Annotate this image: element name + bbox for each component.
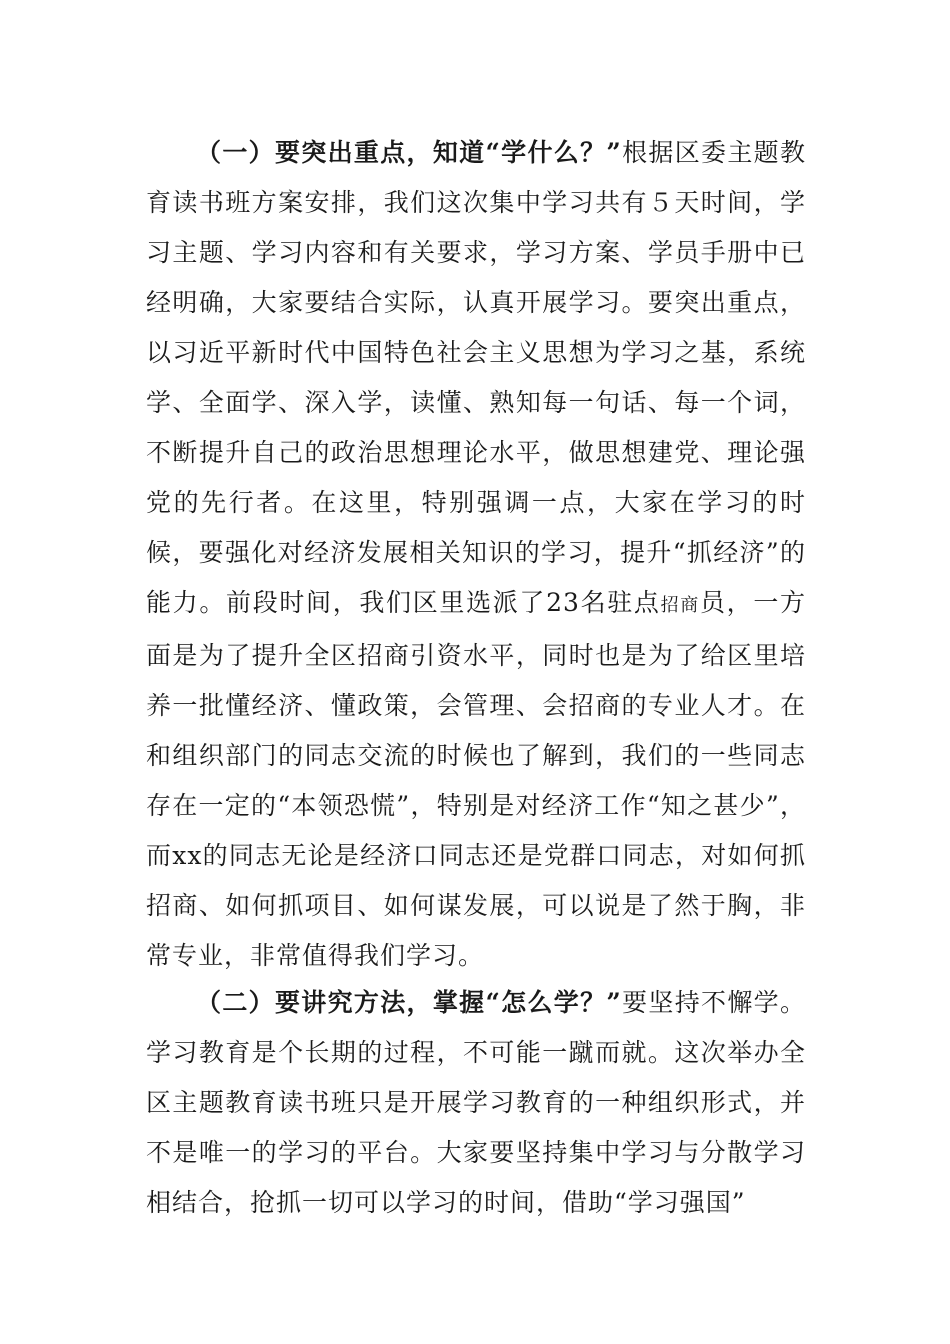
section-two-heading: （二）要讲究方法，掌握“怎么学？” [196, 988, 622, 1017]
paragraph-one [146, 128, 806, 981]
section-one [146, 128, 806, 981]
section-one-body-b: 员，一方面是为了提升全区招商引资水平，同时也是为了给区里培养一批懂经济、懂政策，会管理、会招商的专业人才。在和组织部门的同志交流的时候也了解到，我们的一些同志存在一定的“本领恐慌”，特别是对经济工作“知之甚少”，而xx的同志无论是经济口同志还是党群口同志，对如何抓招商、如何抓项目、如何谋发展，可以说是了然于胸，非常专业，非常值得我们学习。 [146, 588, 806, 970]
section-one-heading: （一）要突出重点，知道“学什么？” [196, 138, 622, 167]
section-one-small-text: 招商 [660, 595, 700, 616]
section-two [146, 978, 806, 1228]
paragraph-two [146, 978, 806, 1228]
section-two-body: 要坚持不懈学。学习教育是个长期的过程，不可能一蹴而就。这次举办全区主题教育读书班只是开展学习教育的一种组织形式，并不是唯一的学习的平台。大家要坚持集中学习与分散学习相结合，抢抓一切可以学习的时间，借助“学习强国” [146, 988, 806, 1217]
section-one-body-a: 根据区委主题教育读书班方案安排，我们这次集中学习共有５天时间，学习主题、学习内容和有关要求，学习方案、学员手册中已经明确，大家要结合实际，认真开展学习。要突出重点，以习近平新时代中国特色社会主义思想为学习之基，系统学、全面学、深入学，读懂、熟知每一句话、每一个词，不断提升自己的政治思想理论水平，做思想建党、理论强党的先行者。在这里，特别强调一点，大家在学习的时候，要强化对经济发展相关知识的学习，提升“抓经济”的能力。前段时间，我们区里选派了23名驻点 [146, 138, 806, 617]
